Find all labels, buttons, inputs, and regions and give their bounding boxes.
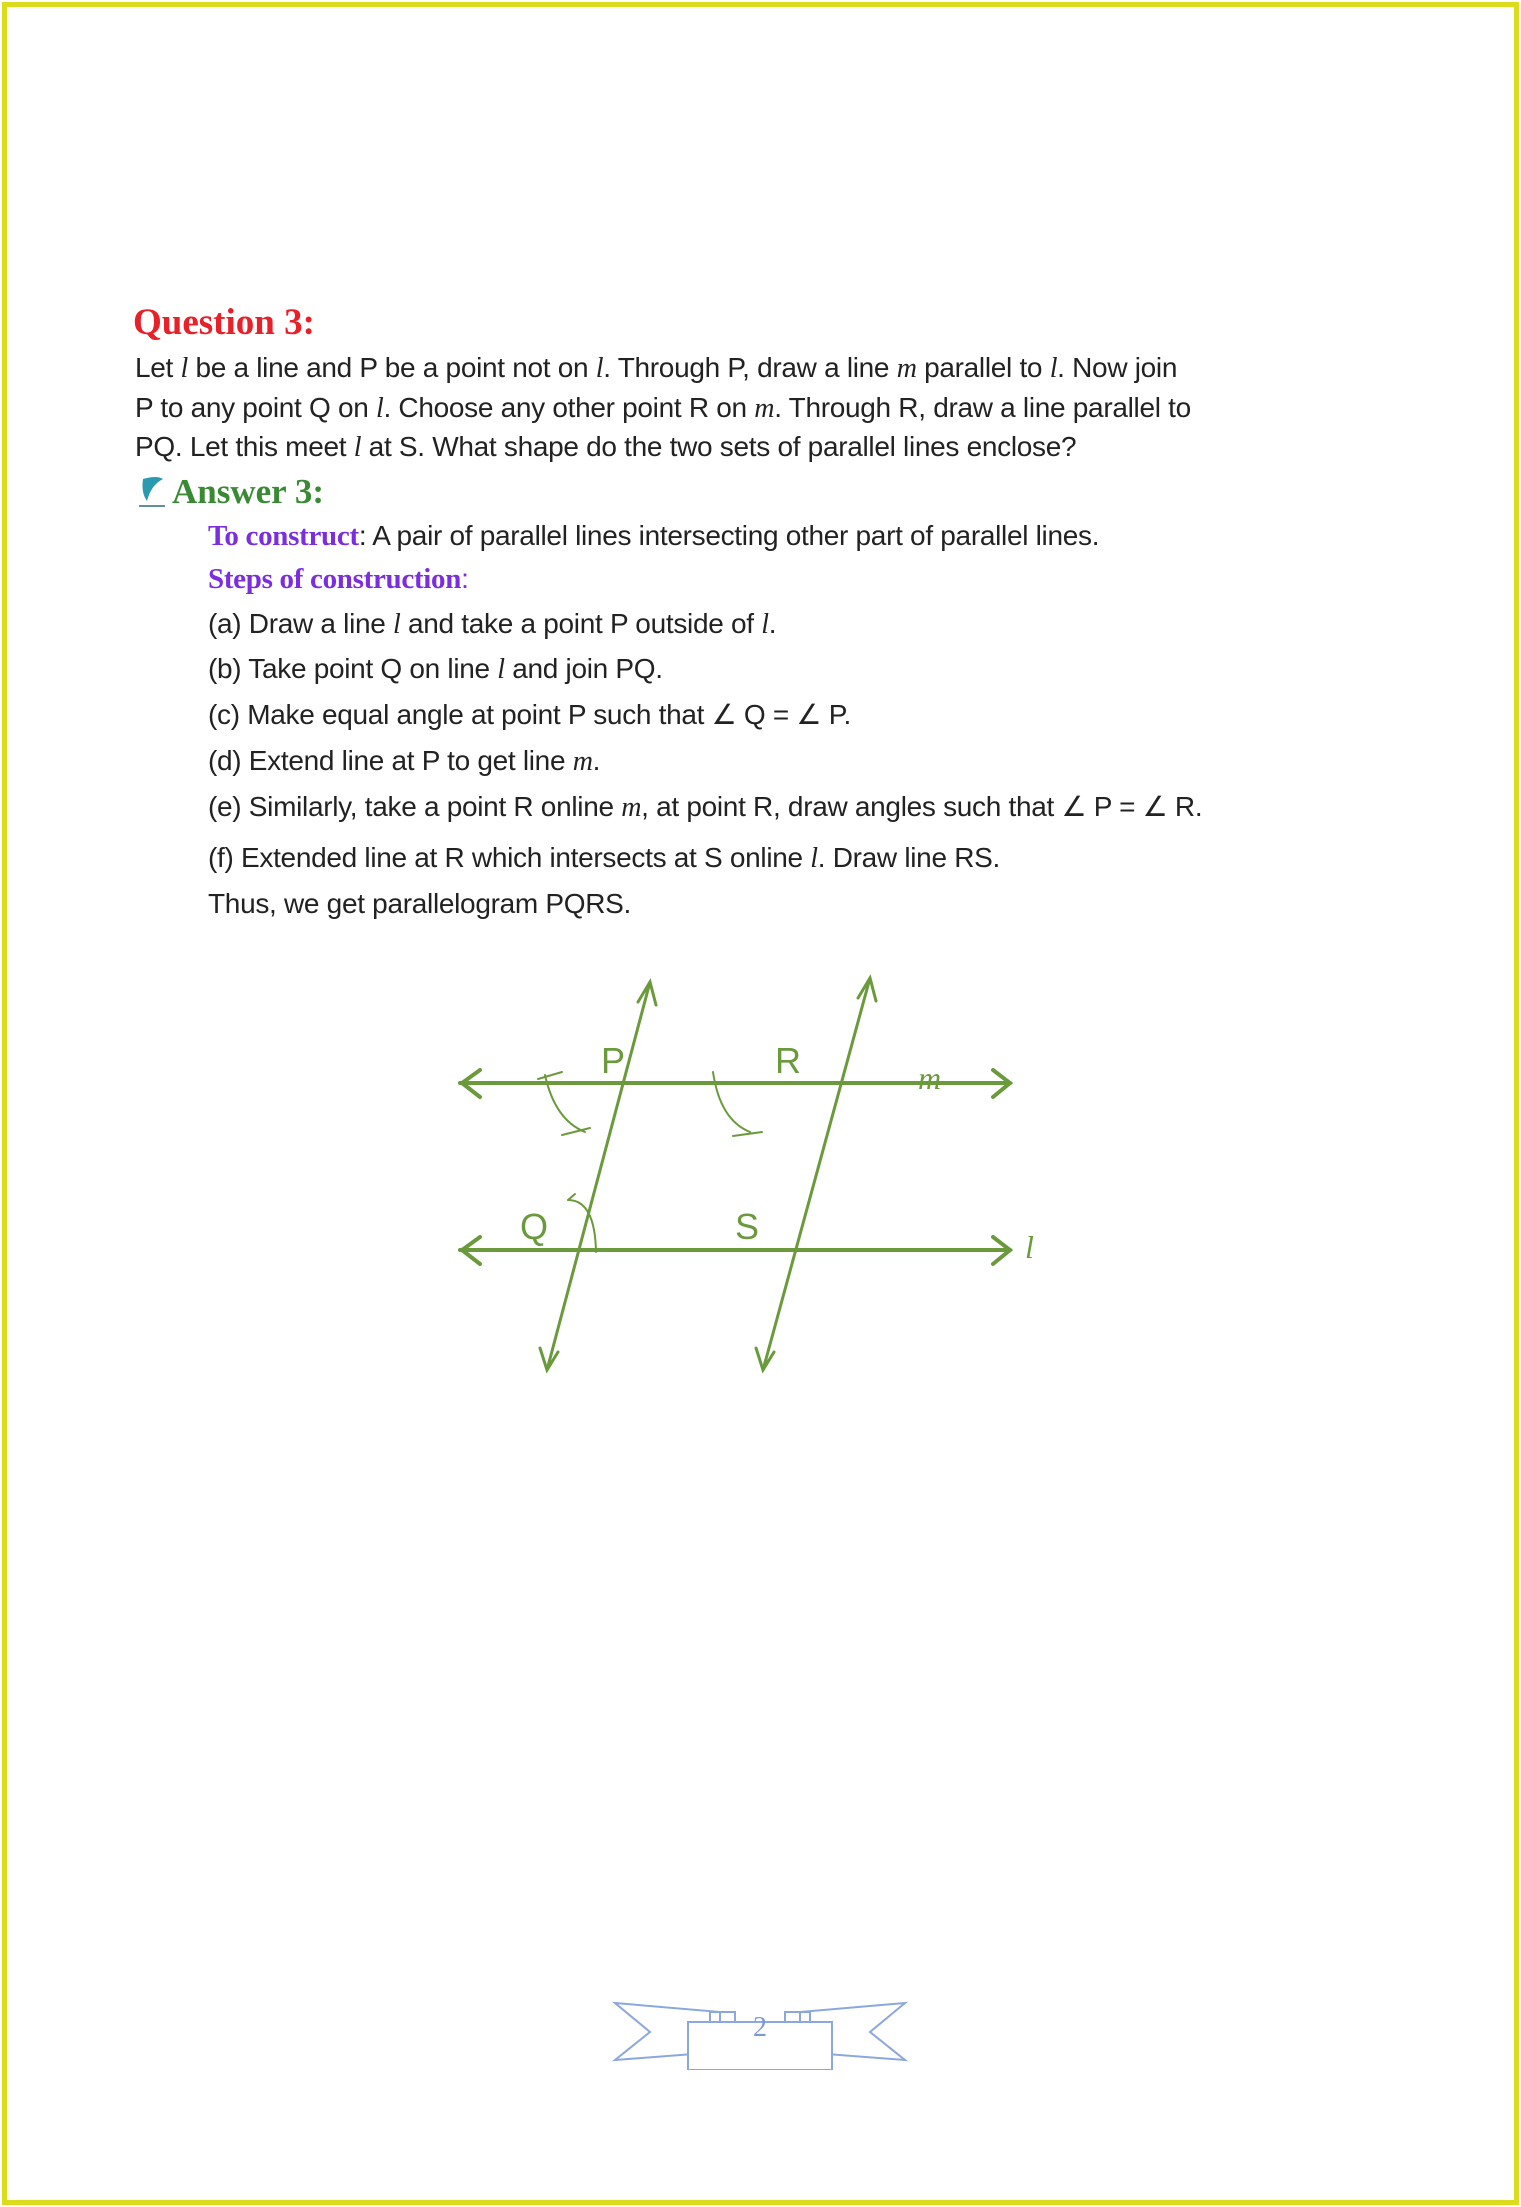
question-line-2: P to any point Q on l. Choose any other point R on m. Through R, draw a line parallel to xyxy=(135,392,1191,424)
step-b: (b) Take point Q on line l and join PQ. xyxy=(208,653,663,685)
label-q: Q xyxy=(520,1206,549,1247)
label-l: l xyxy=(1025,1229,1034,1265)
question-title: Question 3: xyxy=(133,302,315,343)
question-line-3: PQ. Let this meet l at S. What shape do the two sets of parallel lines enclose? xyxy=(135,431,1077,463)
arc-at-q xyxy=(568,1200,596,1252)
label-r: R xyxy=(775,1040,801,1081)
steps-heading: Steps of construction: xyxy=(208,563,469,595)
line-rs xyxy=(763,978,870,1370)
label-m: m xyxy=(918,1060,942,1096)
label-s: S xyxy=(735,1206,760,1247)
step-f: (f) Extended line at R which intersects at S online l. Draw line RS. xyxy=(208,842,1000,874)
line-pq xyxy=(547,982,650,1370)
step-c: (c) Make equal angle at point P such that ∠ Q = ∠ P. xyxy=(208,699,851,730)
step-d: (d) Extend line at P to get line m. xyxy=(208,745,601,777)
to-construct: To construct: A pair of parallel lines intersecting other part of parallel lines. xyxy=(208,520,1100,552)
answer-title: Answer 3: xyxy=(172,472,324,511)
question-line-1: Let l be a line and P be a point not on l. Through P, draw a line m parallel to l. Now join xyxy=(135,352,1178,384)
step-e: (e) Similarly, take a point R online m, at point R, draw angles such that ∠ P = ∠ R. xyxy=(208,791,1203,823)
step-a: (a) Draw a line l and take a point P outside of l. xyxy=(208,608,777,640)
conclusion: Thus, we get parallelogram PQRS. xyxy=(208,888,632,919)
page-number: 2 xyxy=(753,2012,767,2043)
label-p: P xyxy=(601,1040,626,1081)
